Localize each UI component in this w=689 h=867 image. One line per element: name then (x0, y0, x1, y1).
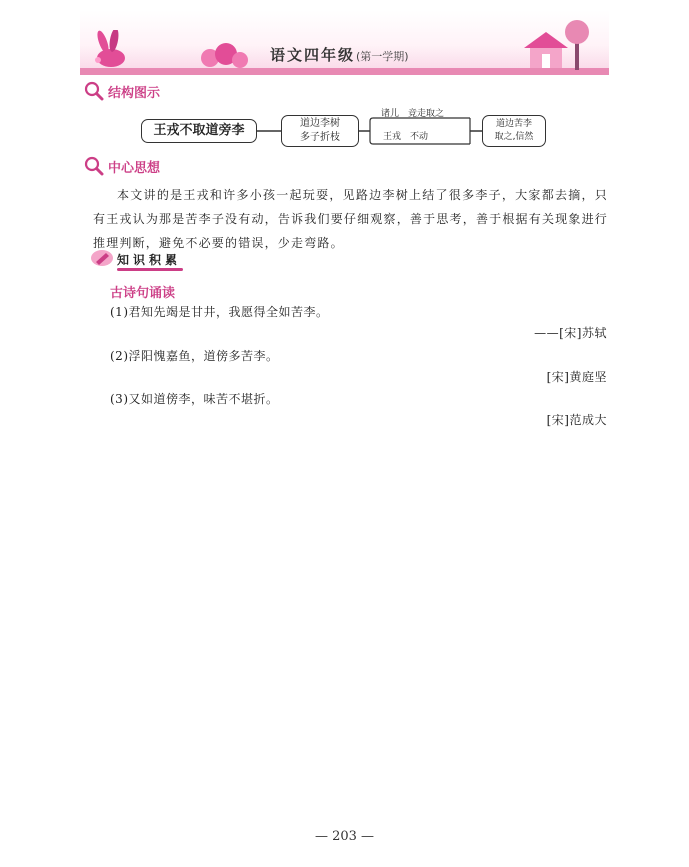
diagram-title-text: 王戎不取道旁李 (153, 123, 245, 138)
poem-attribution: [宋]范成大 (546, 413, 607, 427)
page-number: — 203 — (314, 829, 375, 844)
main-idea-paragraph: 本文讲的是王戎和许多小孩一起玩耍，见路边李树上结了很多李子，大家都去摘，只有王戎认为那是苦李子没有动，告诉我们要仔细观察，善于思考，善于根据有关现象进行推理判断，避免不必要的错误，少走弯路。 (93, 188, 608, 250)
section-knowledge-title: 知识积累 (117, 253, 182, 267)
poem-attribution: ——[宋]苏轼 (534, 326, 607, 340)
diagram-branch-top: 诸儿 竞走取之 (381, 109, 445, 119)
poems-heading: 古诗句诵读 (110, 286, 176, 301)
diagram-box-result (482, 115, 546, 147)
diagram-box-title (141, 119, 257, 143)
poem-line: (2)浮阳愧嘉鱼，道傍多苦李。 (110, 349, 279, 363)
knowledge-underline (117, 268, 183, 271)
pencil-icon (90, 248, 114, 268)
diagram-text: 取之,信然 (494, 132, 534, 142)
book-title: 语文四年级 (270, 46, 356, 64)
diagram-box-trees (281, 115, 359, 147)
diagram-branch-bottom: 王戎 不动 (383, 132, 429, 142)
section-main-idea-heading (84, 155, 160, 177)
poem-line: (3)又如道傍李，味苦不堪折。 (110, 392, 279, 406)
section-title: 结构图示 (108, 85, 161, 101)
diagram-text: 道边苦李 (495, 119, 532, 129)
book-subtitle: (第一学期) (356, 50, 409, 63)
poem-attribution: [宋]黄庭坚 (546, 370, 607, 384)
diagram-text: 道边李树 (300, 118, 340, 129)
diagram-text: 多子折枝 (300, 132, 340, 143)
magnifier-icon (84, 156, 104, 176)
poem-line: (1)君知先竭是甘井，我愿得全如苦李。 (110, 305, 329, 319)
section-title: 中心思想 (108, 160, 161, 176)
